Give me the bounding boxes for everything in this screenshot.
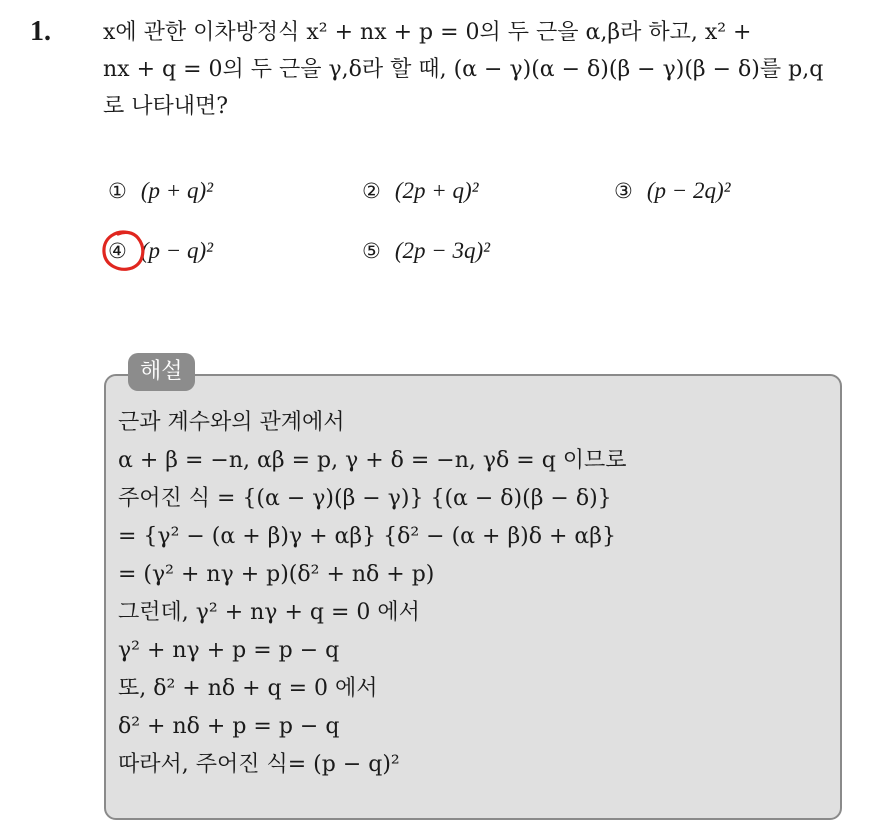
choice-2-number: ②: [362, 179, 381, 203]
solution-line-7: γ² + nγ + p = p − q: [118, 638, 340, 663]
question-line-2: nx + q = 0의 두 근을 γ,δ라 할 때, (α − γ)(α − δ)(β − γ)(β − δ)를 p,q: [103, 57, 824, 82]
choice-1[interactable]: [108, 178, 213, 204]
choice-3-number: ③: [614, 179, 633, 203]
question-text: [103, 14, 873, 125]
choice-2[interactable]: [362, 178, 479, 204]
choice-5[interactable]: [362, 238, 490, 264]
choice-4-number: ④: [108, 239, 127, 263]
solution-line-10: 따라서, 주어진 식= (p − q)²: [118, 752, 400, 777]
solution-line-4: = {γ² − (α + β)γ + αβ} {δ² − (α + β)δ + αβ}: [118, 524, 616, 549]
solution-text: [118, 404, 838, 784]
choice-5-expression: (2p − 3q)²: [394, 238, 491, 263]
choice-4-expression: (p − q)²: [140, 238, 214, 263]
choice-1-expression: (p + q)²: [140, 178, 214, 203]
choice-2-expression: (2p + q)²: [394, 178, 479, 203]
choice-3[interactable]: [614, 178, 731, 204]
solution-line-8: 또, δ² + nδ + q = 0 에서: [118, 676, 378, 701]
question-number: 1.: [30, 16, 51, 47]
solution-line-1: 근과 계수와의 관계에서: [118, 410, 345, 435]
solution-line-2: α + β = −n, αβ = p, γ + δ = −n, γδ = q 이므로: [118, 448, 627, 473]
solution-line-6: 그런데, γ² + nγ + q = 0 에서: [118, 600, 420, 625]
choice-1-number: ①: [108, 179, 127, 203]
solution-line-3: 주어진 식 = {(α − γ)(β − γ)} {(α − δ)(β − δ)}: [118, 486, 612, 511]
question-line-3: 로 나타내면?: [103, 94, 229, 119]
question-line-1: x에 관한 이차방정식 x² + nx + p = 0의 두 근을 α,β라 하고, x² +: [103, 20, 752, 45]
choice-3-expression: (p − 2q)²: [646, 178, 731, 203]
choice-4[interactable]: [108, 238, 213, 264]
solution-tab: 해설: [128, 353, 195, 391]
solution-line-5: = (γ² + nγ + p)(δ² + nδ + p): [118, 562, 435, 587]
solution-line-9: δ² + nδ + p = p − q: [118, 714, 340, 739]
choice-5-number: ⑤: [362, 239, 381, 263]
